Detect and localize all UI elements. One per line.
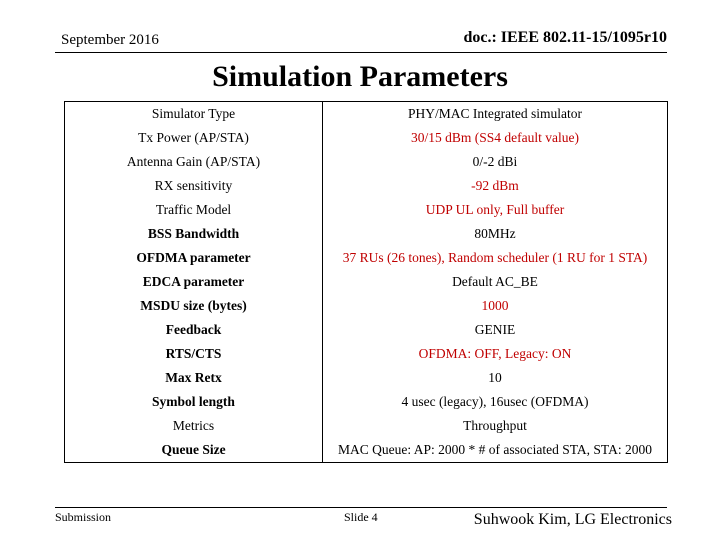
table-row (65, 150, 668, 174)
parameter-value: -92 dBm (323, 174, 668, 198)
parameters-table-body (65, 102, 668, 463)
header-doc-id: doc.: IEEE 802.11-15/1095r10 (463, 29, 667, 46)
table-row (65, 414, 668, 438)
parameter-value: OFDMA: OFF, Legacy: ON (323, 342, 668, 366)
parameter-name: RTS/CTS (165, 346, 222, 361)
table-row (65, 270, 668, 294)
parameter-value: 1000 (323, 294, 668, 318)
parameter-name: Max Retx (165, 370, 222, 385)
footer-slide-number: Slide 4 (344, 510, 378, 524)
table-row (65, 318, 668, 342)
parameter-value: 30/15 dBm (SS4 default value) (323, 126, 668, 150)
slide-title: Simulation Parameters (212, 60, 508, 93)
parameter-value: MAC Queue: AP: 2000 * # of associated STA, STA: 2000 (323, 438, 668, 463)
header-date: September 2016 (61, 32, 159, 48)
table-row (65, 342, 668, 366)
parameter-name: Traffic Model (155, 202, 232, 217)
parameter-value: 80MHz (323, 222, 668, 246)
footer-divider (55, 507, 667, 508)
table-row (65, 222, 668, 246)
table-row (65, 246, 668, 270)
parameter-name: Feedback (165, 322, 222, 337)
parameter-name: Tx Power (AP/STA) (138, 130, 249, 145)
table-row (65, 390, 668, 414)
parameter-value: 10 (323, 366, 668, 390)
parameter-value: Default AC_BE (323, 270, 668, 294)
parameter-name: RX sensitivity (154, 178, 233, 193)
header-divider (55, 52, 667, 53)
parameter-name: BSS Bandwidth (147, 226, 240, 241)
footer-author: Suhwook Kim, LG Electronics (473, 511, 672, 528)
parameters-table (64, 101, 668, 463)
parameter-name: Queue Size (161, 442, 226, 457)
table-row (65, 198, 668, 222)
parameter-name: Antenna Gain (AP/STA) (126, 154, 261, 169)
table-row (65, 366, 668, 390)
parameter-name: EDCA parameter (142, 274, 245, 289)
parameter-value: UDP UL only, Full buffer (323, 198, 668, 222)
parameter-value: PHY/MAC Integrated simulator (323, 102, 668, 127)
table-row (65, 294, 668, 318)
table-row (65, 126, 668, 150)
parameter-value: 0/-2 dBi (323, 150, 668, 174)
parameter-name: Simulator Type (151, 106, 236, 121)
parameter-name: OFDMA parameter (136, 250, 251, 265)
parameter-name: Metrics (172, 418, 215, 433)
parameter-name: Symbol length (152, 394, 235, 409)
table-row (65, 438, 668, 463)
footer-submission: Submission (55, 510, 112, 524)
parameter-value: 4 usec (legacy), 16usec (OFDMA) (323, 390, 668, 414)
parameter-name: MSDU size (bytes) (140, 298, 247, 313)
parameter-value: Throughput (323, 414, 668, 438)
parameter-value: 37 RUs (26 tones), Random scheduler (1 RU for 1 STA) (323, 246, 668, 270)
table-row (65, 102, 668, 127)
parameter-value: GENIE (323, 318, 668, 342)
table-row (65, 174, 668, 198)
